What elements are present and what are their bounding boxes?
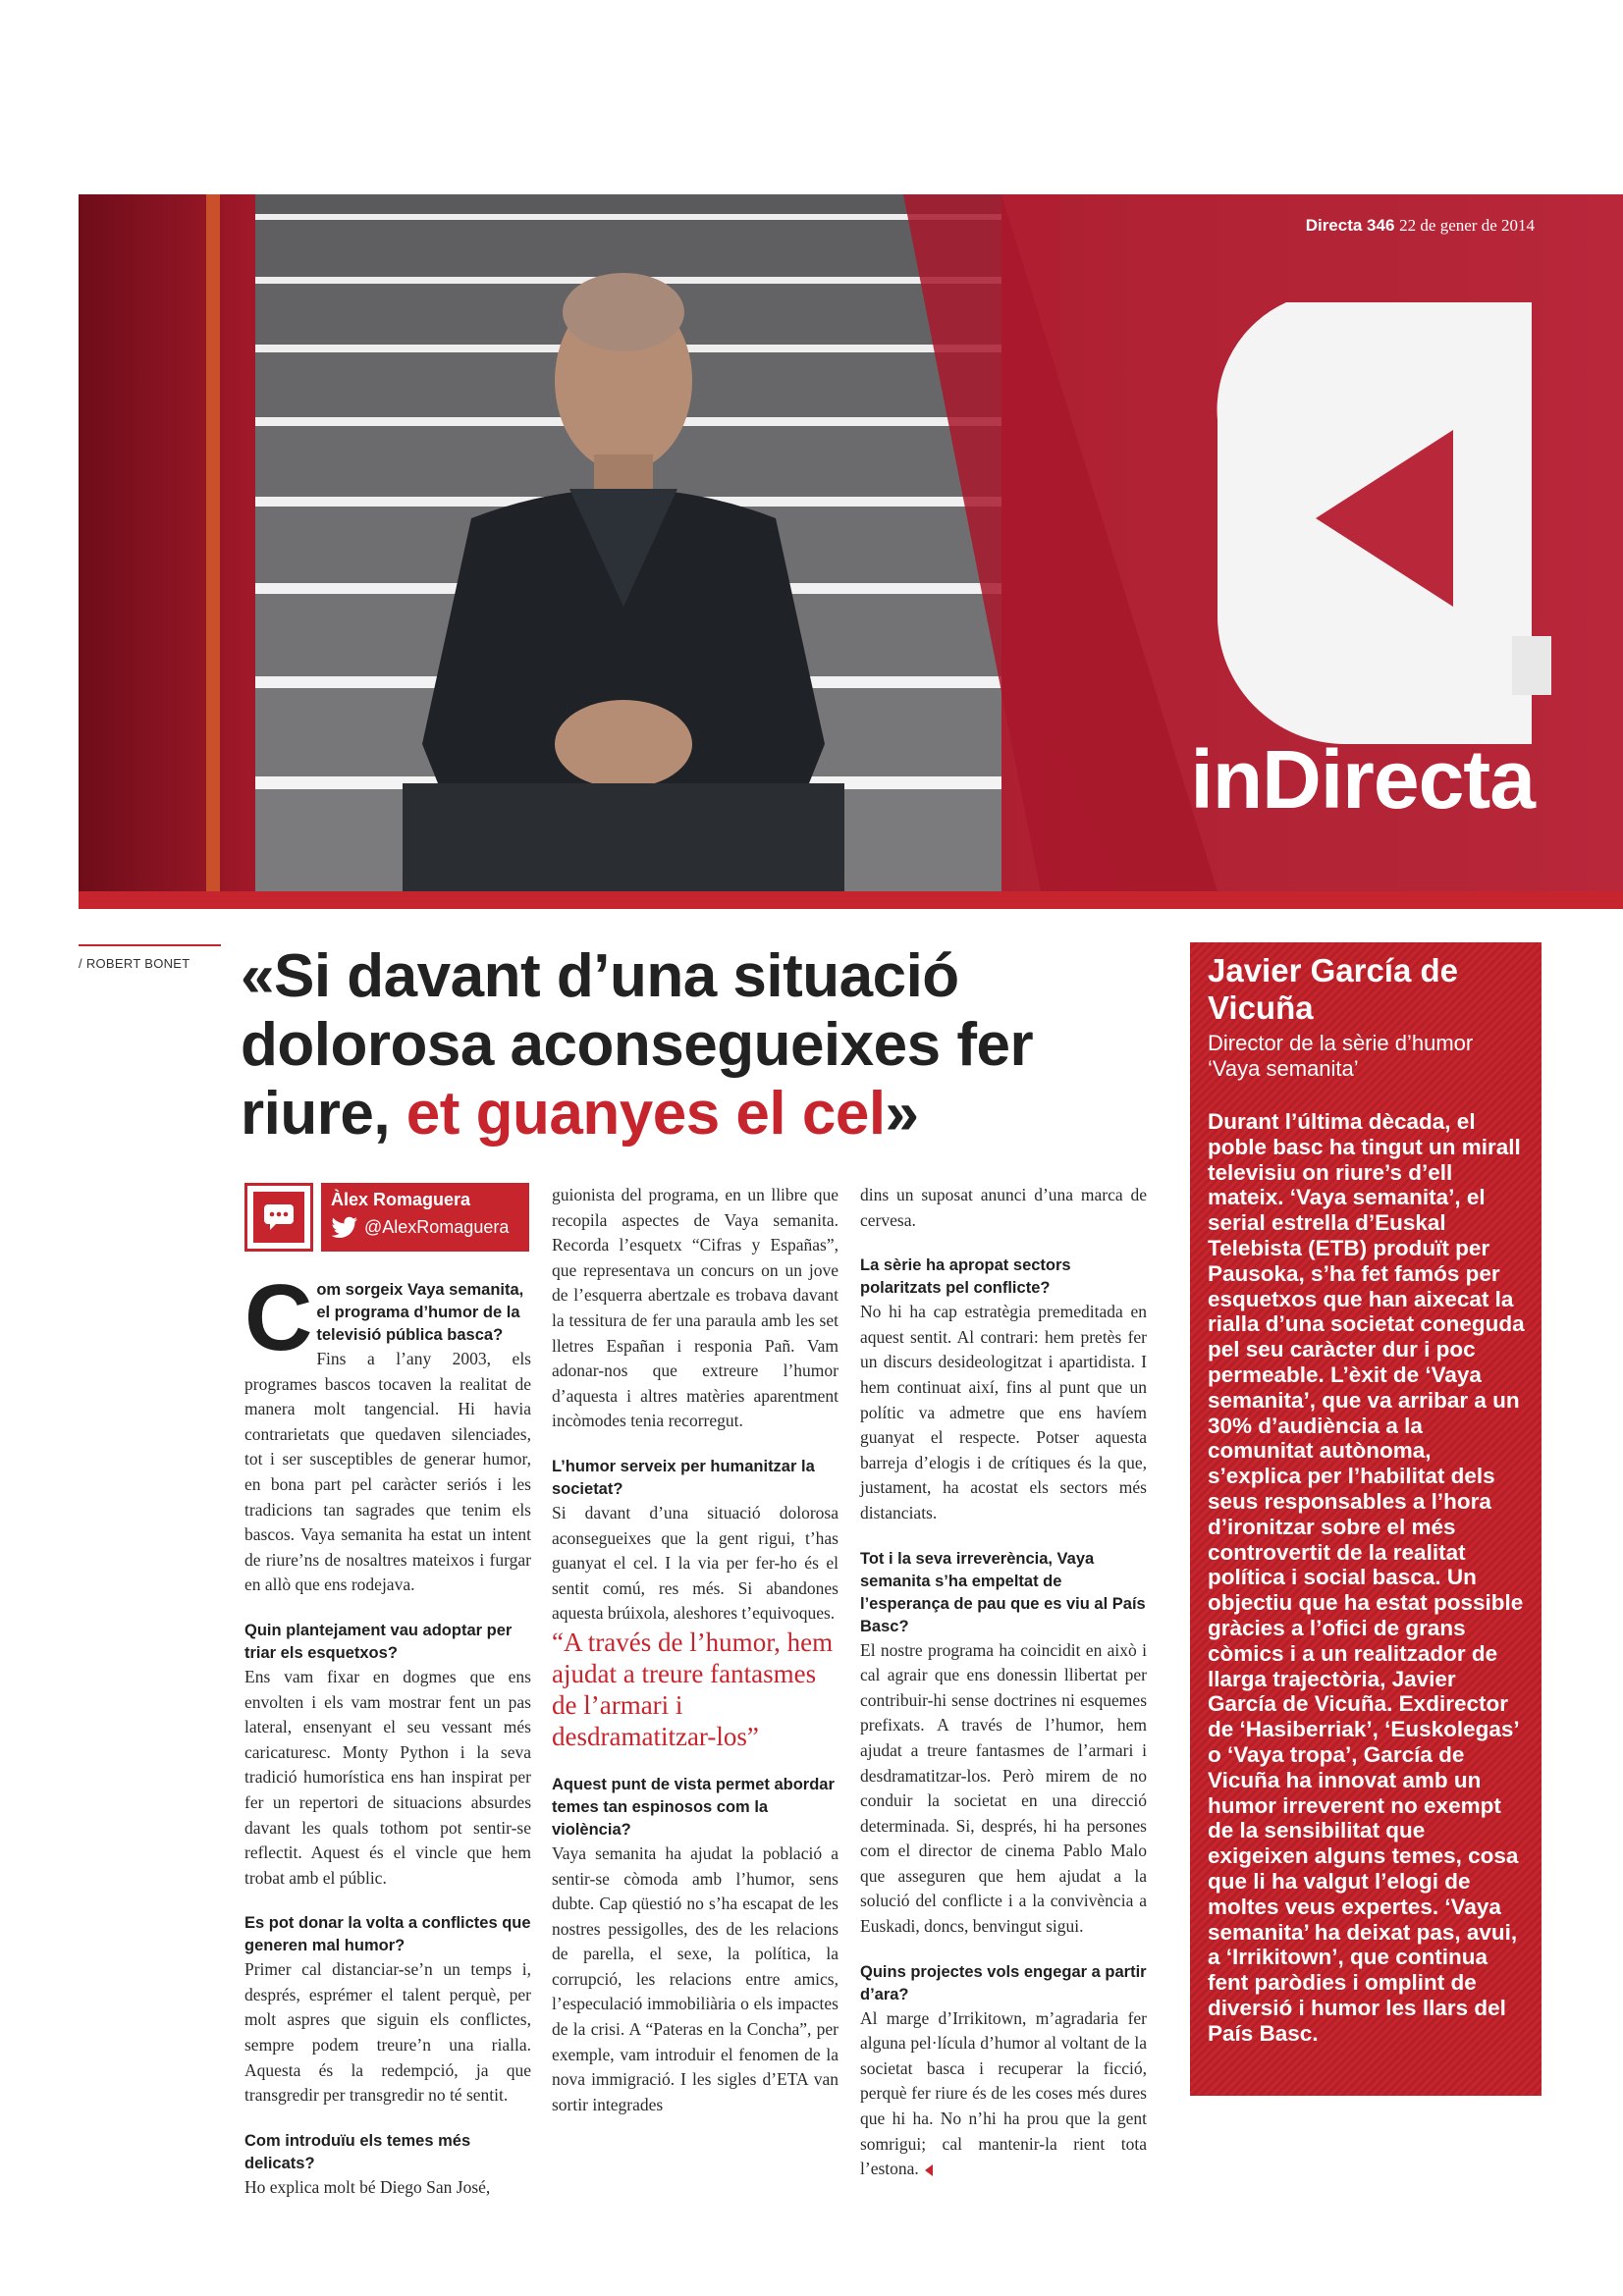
author-handle-text: @AlexRomaguera — [364, 1216, 510, 1237]
answer-paragraph: Ho explica molt bé Diego San José, — [244, 2176, 491, 2197]
answer-paragraph: Ens vam fixar en dogmes que ens envolten i els vam mostrar fent un pas lateral, ensenyant el seu vessant més caricaturesc. Monty Python i la seva tradició humorística ens han inspirat per fer un repertori de situacions absurdes davant les quals tothom pot sentir-se reflectit. Aquest és el vincle que hem trobat amb el públic. — [244, 1666, 531, 1888]
answer-paragraph: Vaya semanita ha ajudat la població a sentir-se còmoda amb l’humor, sens dubte. Cap qüestió no s’ha escapat de les nostres pessigolles, des de les relacions de parella, el sexe, la política, la corrupció, les relacions entre amics, l’especulació immobiliària o els impactes de la crisi. A “Pateras en la Concha”, per exemple, vam introduir el fenomen de la nova immigració. I les sigles d’ETA van sortir integrades — [552, 1842, 839, 2114]
issue-date: 22 de gener de 2014 — [1399, 216, 1535, 235]
headline-accent: et guanyes el cel — [406, 1080, 886, 1148]
answer-paragraph: Fins a l’any 2003, els programes bascos tocaven la realitat de manera molt tangencial. Hi havia contrarietats que quedaven silenciades, tot i ser susceptibles de generar humor, en bona part pel caràcter seriós i les tradicions tan sagrades que tenim els bascos. Vaya semanita ha estat un intent de riure’ns de nosaltres mateixos i furgar en allò que ens rodejava. — [244, 1349, 531, 1595]
author-twitter[interactable] — [331, 1216, 529, 1238]
answer-paragraph: dins un suposat anunci d’una marca de cervesa. — [860, 1185, 1147, 1230]
pull-quote: “A través de l’humor, hem ajudat a treure fantasmes de l’armari i desdramatitzar-los” — [552, 1627, 834, 1751]
drop-cap: C — [244, 1265, 313, 1370]
profile-name: Javier García de Vicuña — [1208, 952, 1459, 1026]
question: L’humor serveix per humanitzar la societat? — [552, 1457, 815, 1498]
answer-paragraph: El nostre programa ha coincidit en això i cal agrair que ens donessin llibertat per contribuir-hi sense doctrines ni esquemes prefixats. A través de l’humor, hem ajudat a treure fantasmes de l’armari i desdramatitzar-los. Però mirem de no conduir la societat en una direcció determinada. Si, després, hi ha persones com el director de cinema Pablo Malo que asseguren que hem ajudat a la solució del conflicte i a la convivència a Euskadi, doncs, benvingut sigui. — [860, 1639, 1147, 1937]
answer-paragraph — [860, 2006, 1147, 2182]
answer-paragraph: guionista del programa, en un llibre que recopila aspectes de Vaya semanita. Recorda l’esquetx “Cifras y Españas”, que representava un concurs on un jove de l’esquerra abertzale es trobava davant la tessitura de fer una paraula amb les set lletres Españan i responia Pañ. Vam adonar-nos que extreure l’humor d’aquesta i altres matèries aparentment incòmodes tenia recorregut. — [552, 1185, 839, 1431]
question: La sèrie ha apropat sectors polaritzats pel conflicte? — [860, 1256, 1071, 1298]
final-answer-text: Al marge d’Irrikitown, m’agradaria fer alguna pel·lícula d’humor al voltant de la societat basca i recuperar la ficció, perquè fer riure és de les coses més dures que hi ha. No n’hi ha prou que la gent somrigui; cal mantenir-la rient tota l’estona. — [860, 2007, 1147, 2179]
headline-part2: » — [885, 1080, 919, 1148]
answer-paragraph: Primer cal distanciar-se’n un temps i, després, esprémer el talent perquè, per molt aspres que siguin els conflictes, sempre podem treure’n una rialla. Aquesta és la redempció, ja que transgredir per transgredir no té sentit. — [244, 1959, 531, 2106]
question: Tot i la seva irreverència, Vaya semanita s’ha empeltat de l’esperança de pau que es viu al País Basc? — [860, 1549, 1146, 1635]
question: Com introduïu els temes més delicats? — [244, 2131, 471, 2172]
author-name: Àlex Romaguera — [331, 1190, 471, 1209]
answer-paragraph: No hi ha cap estratègia premeditada en aquest sentit. Al contrari: hem pretès fer un discurs desideologitzat i apartidista. I hem continuat així, fins al punt que un polític va admetre que ens havíem guanyat el respecte. Potser aquesta barreja d’elogis i de crítiques és la que, justament, ha acostat els sectors més distanciats. — [860, 1302, 1147, 1522]
headline-part1: «Si davant d’una situació dolorosa aconsegueixes fer riure, — [241, 942, 1034, 1148]
credit-rule — [79, 944, 221, 946]
intro-question — [244, 1265, 531, 1370]
hero-photo — [79, 194, 1623, 891]
chat-bubble-icon — [244, 1183, 313, 1252]
question: Aquest punt de vista permet abordar temes tan espinosos com la violència? — [552, 1775, 835, 1839]
profile-role: Director de la sèrie d’humor ‘Vaya semanita’ — [1208, 1031, 1474, 1081]
headline — [241, 942, 1183, 1148]
hero-underline-bar — [79, 891, 1623, 909]
profile-sidebar — [1190, 942, 1542, 2096]
article-column-1 — [244, 1265, 531, 2200]
publication-name: Directa 346 — [1305, 216, 1395, 235]
photo-credit: / ROBERT BONET — [79, 956, 190, 971]
article-column-3 — [860, 1183, 1147, 2182]
twitter-bird-icon — [331, 1216, 358, 1238]
author-box — [321, 1183, 529, 1252]
end-mark-icon — [925, 2164, 933, 2176]
question: Es pot donar la volta a conflictes que generen mal humor? — [244, 1914, 531, 1955]
question: Quin plantejament vau adoptar per triar els esquetxos? — [244, 1621, 513, 1662]
issue-info — [1306, 216, 1535, 236]
question: Quins projectes vols engegar a partir d’ara? — [860, 1962, 1147, 2003]
intro-question-text: om sorgeix Vaya semanita, el programa d’humor de la televisió pública basca? — [316, 1281, 524, 1344]
profile-text: Durant l’última dècada, el poble basc ha tingut un mirall televisiu on riure’s d’ell mateix. ‘Vaya semanita’, el serial estrella d’Euskal Telebista (ETB) produït per Pausoka, s’ha fet famós per esquetxos que han aixecat la rialla d’una societat coneguda pel seu caràcter dur i poc permeable. L’èxit de ‘Vaya semanita’, que va arribar a un 30% d’audiència a la comunitat autònoma, s’explica per l’habilitat dels seus responsables a l’hora d’ironitzar sobre el més controvertit de la realitat política i social basca. Un objectiu que ha estat possible gràcies a l’ofici de grans còmics i a un realitzador de llarga trajectòria, Javier García de Vicuña. Exdirector de ‘Hasiberriak’, ‘Euskolegas’ o ‘Vaya tropa’, García de Vicuña ha innovat amb un humor irreverent no exempt de la sensibilitat que exigeixen alguns temes, cosa que li ha valgut l’elogi de moltes veus expertes. ‘Vaya semanita’ ha deixat pas, avui, a ‘Irrikitown’, que continua fent paròdies i omplint de diversió i humor les llars del País Basc. — [1208, 1109, 1525, 2046]
section-brand: inDirecta — [1190, 733, 1535, 826]
answer-paragraph: Si davant d’una situació dolorosa aconsegueixes que la gent rigui, t’has guanyat el cel. I la via per fer-ho és el sentit comú, res més. Si abandones aquesta brúixola, aleshores t’equivoques. — [552, 1502, 839, 1624]
article-column-2 — [552, 1183, 839, 2117]
